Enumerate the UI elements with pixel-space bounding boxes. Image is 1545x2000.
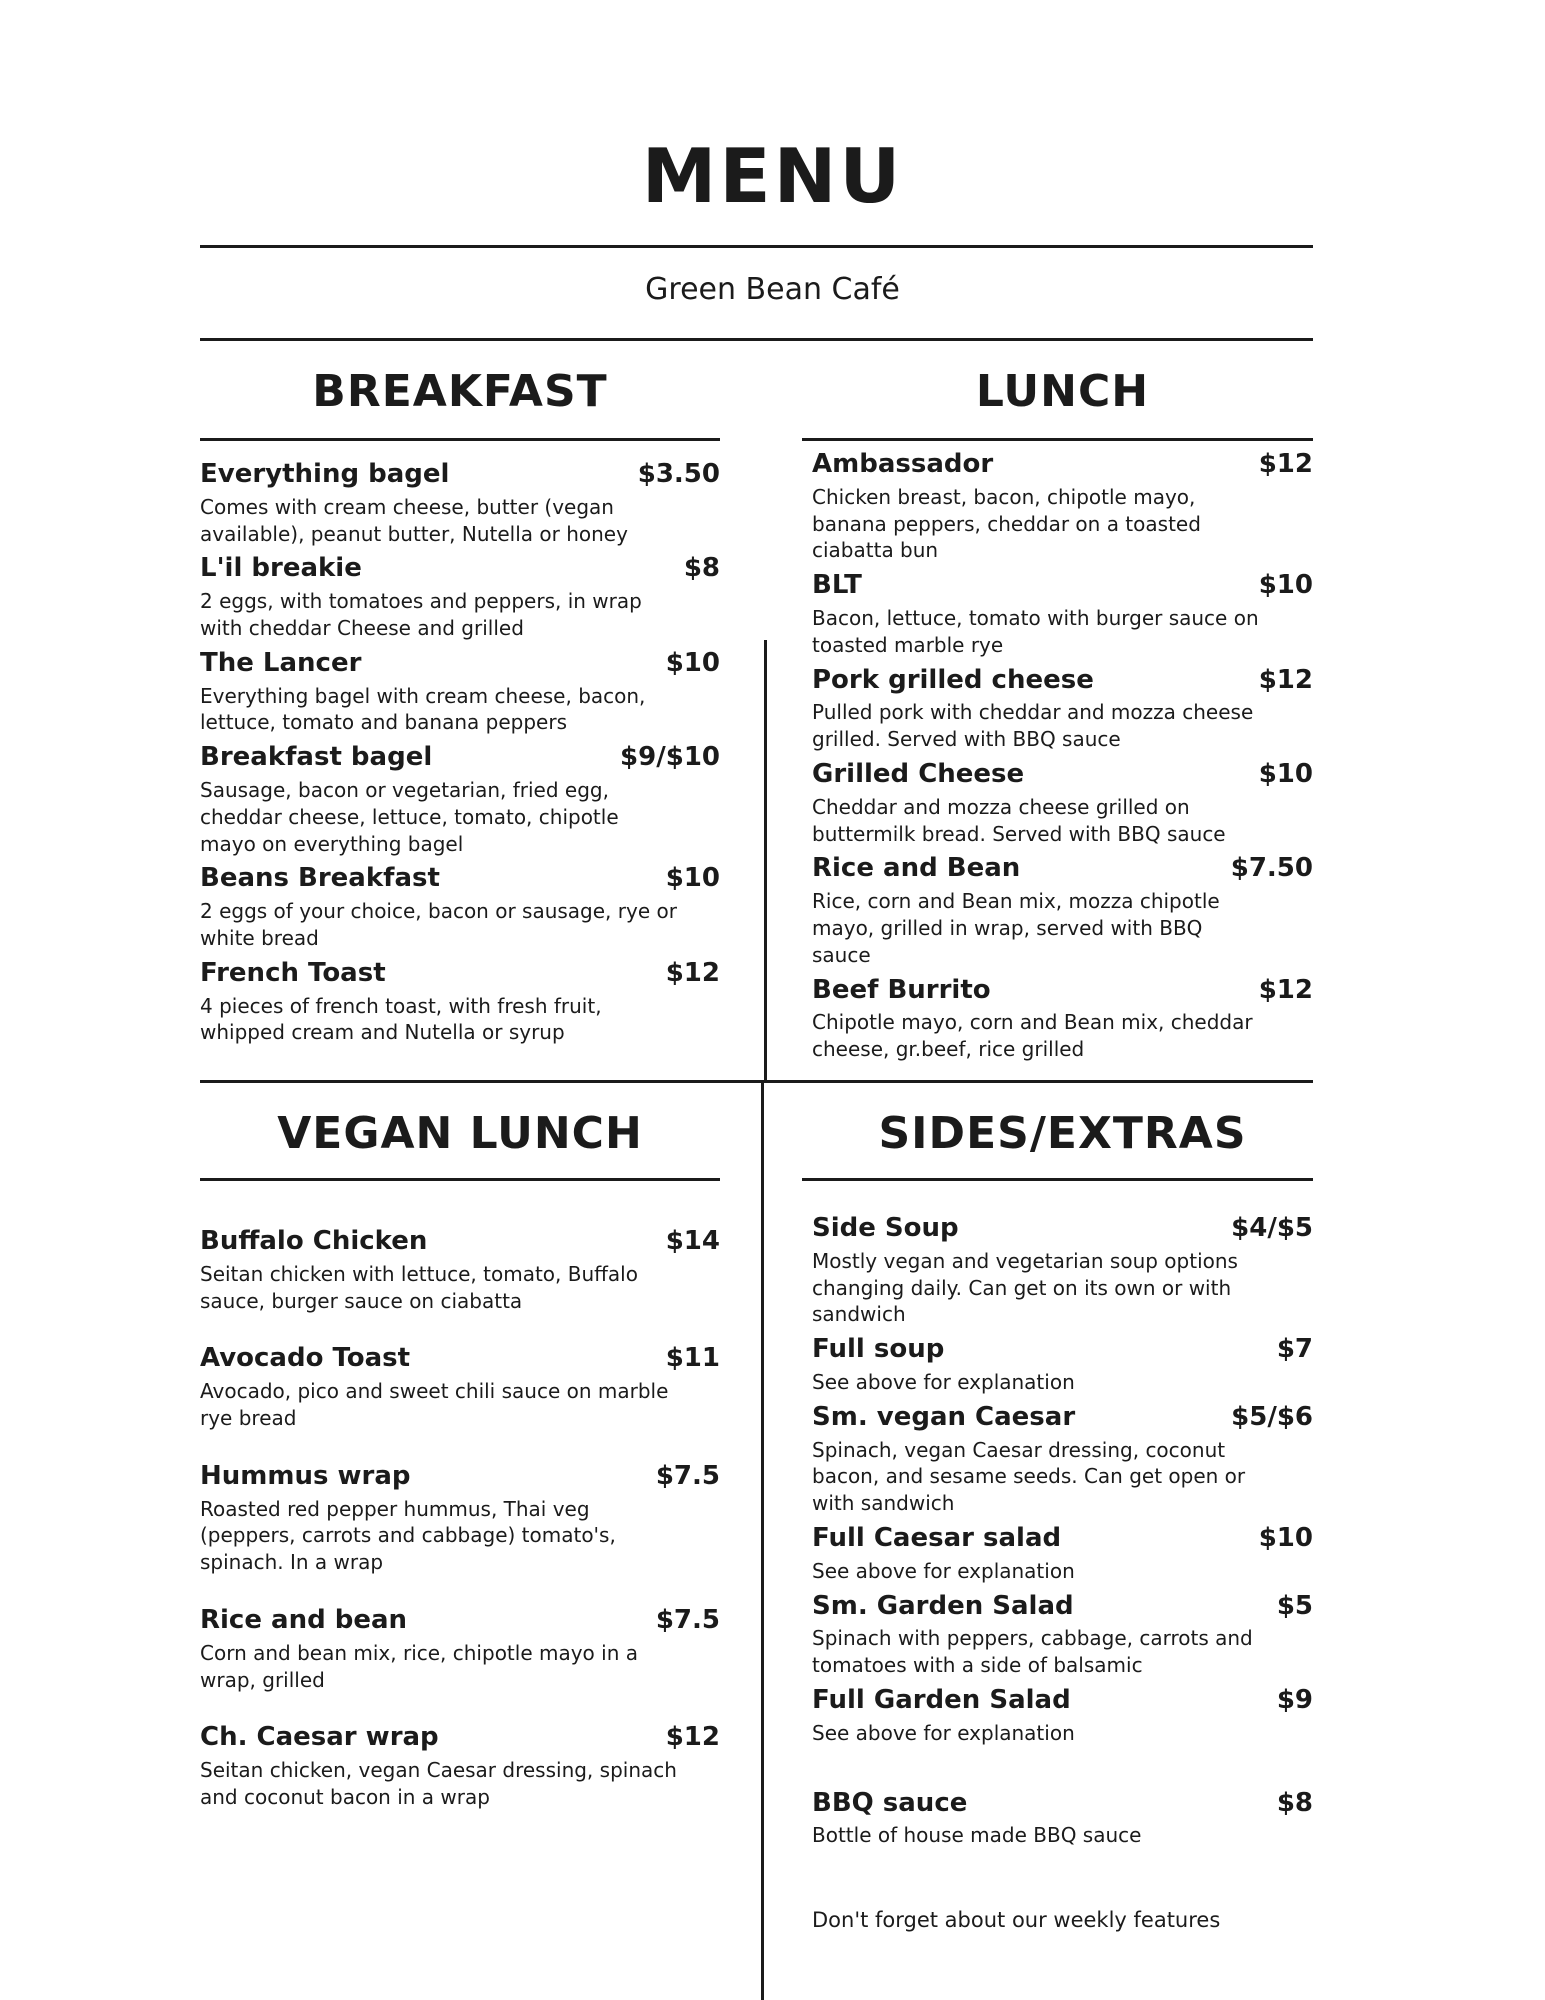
divider-line [200, 438, 720, 441]
item-name: Sm. vegan Caesar [812, 1401, 1076, 1432]
item-description: Sausage, bacon or vegetarian, fried egg, cheddar cheese, lettuce, tomato, chipotle mayo on everything bagel [200, 777, 619, 856]
item-name: The Lancer [200, 647, 362, 678]
item-header [200, 458, 720, 492]
menu-item [200, 458, 720, 547]
divider-line [802, 438, 1313, 441]
item-name: Beef Burrito [812, 974, 991, 1005]
item-price: $5 [1276, 1590, 1313, 1621]
item-name: Rice and Bean [812, 853, 1021, 884]
cafe-name: Green Bean Café [645, 272, 900, 307]
menu-item [200, 1225, 720, 1314]
divider-line [802, 1178, 1313, 1181]
item-description: Spinach with peppers, cabbage, carrots and tomatoes with a side of balsamic [812, 1626, 1253, 1678]
item-name: Hummus wrap [200, 1460, 411, 1491]
item-header [200, 1342, 720, 1376]
item-name: Grilled Cheese [812, 758, 1025, 789]
item-header [812, 1212, 1313, 1246]
section-heading-breakfast: BREAKFAST [312, 366, 608, 417]
item-price: $14 [665, 1226, 720, 1256]
menu-item [200, 647, 720, 736]
divider-line [200, 1080, 1313, 1083]
item-description: See above for explanation [812, 1720, 1075, 1745]
item-header [812, 974, 1313, 1008]
item-name: Beans Breakfast [200, 863, 440, 894]
menu-item [812, 448, 1313, 564]
menu-item [200, 1460, 720, 1576]
item-price: $12 [1258, 974, 1313, 1005]
menu-item [812, 1684, 1313, 1747]
item-description: 2 eggs of your choice, bacon or sausage, rye or white bread [200, 899, 677, 950]
item-description: Corn and bean mix, rice, chipotle mayo in a wrap, grilled [200, 1640, 638, 1692]
menu-item [812, 1787, 1313, 1850]
item-header [812, 1684, 1313, 1718]
menu-item [812, 1522, 1313, 1585]
item-description: Bacon, lettuce, tomato with burger sauce on toasted marble rye [812, 605, 1259, 657]
item-price: $4/$5 [1231, 1213, 1313, 1243]
item-name: Buffalo Chicken [200, 1226, 428, 1256]
menu-item [200, 957, 720, 1046]
item-description: 4 pieces of french toast, with fresh fruit, whipped cream and Nutella or syrup [200, 993, 602, 1045]
section-heading-lunch: LUNCH [975, 366, 1150, 417]
item-description: See above for explanation [812, 1558, 1075, 1583]
item-price: $12 [1258, 449, 1313, 479]
item-price: $7.50 [1230, 853, 1313, 884]
item-header [812, 758, 1313, 792]
item-price: $12 [665, 957, 720, 988]
item-price: $8 [1276, 1787, 1313, 1818]
item-price: $11 [665, 1343, 720, 1374]
item-header [200, 1460, 720, 1494]
item-price: $10 [665, 863, 720, 894]
menu-item [200, 552, 720, 641]
item-header [812, 1787, 1313, 1821]
item-price: $10 [1258, 1522, 1313, 1553]
item-name: Full Caesar salad [812, 1522, 1062, 1553]
item-name: Full soup [812, 1334, 945, 1365]
item-price: $5/$6 [1231, 1401, 1313, 1432]
item-description: Seitan chicken, vegan Caesar dressing, spinach and coconut bacon in a wrap [200, 1758, 677, 1809]
menu-item [812, 569, 1313, 658]
item-description: Comes with cream cheese, butter (vegan available), peanut butter, Nutella or honey [200, 494, 628, 546]
item-name: Breakfast bagel [200, 742, 433, 773]
item-header [812, 852, 1313, 886]
page-title: MENU [641, 132, 904, 220]
item-price: $7.5 [655, 1460, 720, 1491]
menu-item [200, 741, 720, 857]
weekly-features-note: Don't forget about our weekly features [812, 1908, 1221, 1932]
menu-item [812, 664, 1313, 753]
item-name: French Toast [200, 957, 386, 988]
item-description: Seitan chicken with lettuce, tomato, Buffalo sauce, burger sauce on ciabatta [200, 1261, 638, 1313]
item-name: Pork grilled cheese [812, 664, 1094, 695]
column-divider-line [761, 1080, 764, 2000]
item-description: Avocado, pico and sweet chili sauce on marble rye bread [200, 1379, 669, 1430]
section-heading-vegan-lunch: VEGAN LUNCH [277, 1108, 643, 1159]
item-name: L'il breakie [200, 553, 362, 584]
item-name: Ch. Caesar wrap [200, 1722, 439, 1753]
item-header [200, 862, 720, 896]
item-description: Roasted red pepper hummus, Thai veg (peppers, carrots and cabbage) tomato's, spinach. In a wrap [200, 1496, 616, 1575]
menu-item [812, 1590, 1313, 1679]
item-name: Rice and bean [200, 1604, 408, 1635]
item-description: See above for explanation [812, 1369, 1075, 1394]
item-header [812, 569, 1313, 603]
divider-line [200, 245, 1313, 248]
section-heading-sides-extras: SIDES/EXTRAS [878, 1108, 1247, 1159]
item-header [200, 1225, 720, 1259]
item-name: Avocado Toast [200, 1343, 411, 1374]
sides-extras-item-list [812, 1212, 1313, 1854]
breakfast-item-list [200, 458, 720, 1051]
divider-line [200, 1178, 720, 1181]
item-price: $12 [1258, 664, 1313, 695]
item-description: Rice, corn and Bean mix, mozza chipotle mayo, grilled in wrap, served with BBQ sauce [812, 889, 1220, 967]
item-price: $10 [1258, 570, 1313, 601]
item-description: Mostly vegan and vegetarian soup options changing daily. Can get on its own or with sandwich [812, 1248, 1238, 1327]
item-description: Cheddar and mozza cheese grilled on buttermilk bread. Served with BBQ sauce [812, 794, 1226, 846]
menu-item [812, 852, 1313, 968]
menu-item [200, 1604, 720, 1693]
vegan-lunch-item-list [200, 1225, 720, 1839]
item-name: Everything bagel [200, 459, 450, 489]
item-description: Spinach, vegan Caesar dressing, coconut bacon, and sesame seeds. Can get open or with sandwich [812, 1437, 1246, 1516]
item-header [200, 647, 720, 681]
item-description: Chipotle mayo, corn and Bean mix, cheddar cheese, gr.beef, rice grilled [812, 1010, 1253, 1062]
item-header [812, 1333, 1313, 1367]
item-price: $7.5 [655, 1604, 720, 1635]
menu-item [200, 862, 720, 951]
menu-item [812, 1333, 1313, 1396]
item-name: Full Garden Salad [812, 1684, 1071, 1715]
item-header [200, 957, 720, 991]
menu-item [812, 974, 1313, 1063]
lunch-item-list [812, 448, 1313, 1068]
item-price: $8 [683, 553, 720, 584]
item-name: Ambassador [812, 449, 994, 479]
item-name: Sm. Garden Salad [812, 1590, 1074, 1621]
item-name: Side Soup [812, 1213, 959, 1243]
item-price: $9/$10 [620, 742, 720, 773]
item-header [812, 448, 1313, 482]
menu-item [812, 1401, 1313, 1517]
item-price: $10 [665, 647, 720, 678]
item-name: BBQ sauce [812, 1787, 968, 1818]
item-header [812, 664, 1313, 698]
item-price: $10 [1258, 758, 1313, 789]
item-price: $3.50 [637, 459, 720, 489]
item-header [200, 1721, 720, 1755]
item-header [200, 1604, 720, 1638]
item-description: Pulled pork with cheddar and mozza cheese grilled. Served with BBQ sauce [812, 700, 1254, 752]
item-header [200, 741, 720, 775]
item-description: Chicken breast, bacon, chipotle mayo, banana peppers, cheddar on a toasted ciabatta bun [812, 484, 1201, 563]
item-description: Bottle of house made BBQ sauce [812, 1823, 1142, 1848]
menu-item [812, 758, 1313, 847]
item-price: $9 [1276, 1684, 1313, 1715]
item-description: 2 eggs, with tomatoes and peppers, in wrap with cheddar Cheese and grilled [200, 589, 642, 640]
divider-line [200, 338, 1313, 341]
menu-item [200, 1342, 720, 1431]
item-price: $7 [1276, 1334, 1313, 1365]
item-header [200, 552, 720, 586]
item-header [812, 1401, 1313, 1435]
column-divider-line [764, 640, 767, 1080]
item-description: Everything bagel with cream cheese, bacon, lettuce, tomato and banana peppers [200, 683, 646, 735]
item-price: $12 [665, 1722, 720, 1753]
menu-item [200, 1721, 720, 1810]
item-header [812, 1522, 1313, 1556]
item-header [812, 1590, 1313, 1624]
item-name: BLT [812, 570, 862, 601]
menu-item [812, 1212, 1313, 1328]
